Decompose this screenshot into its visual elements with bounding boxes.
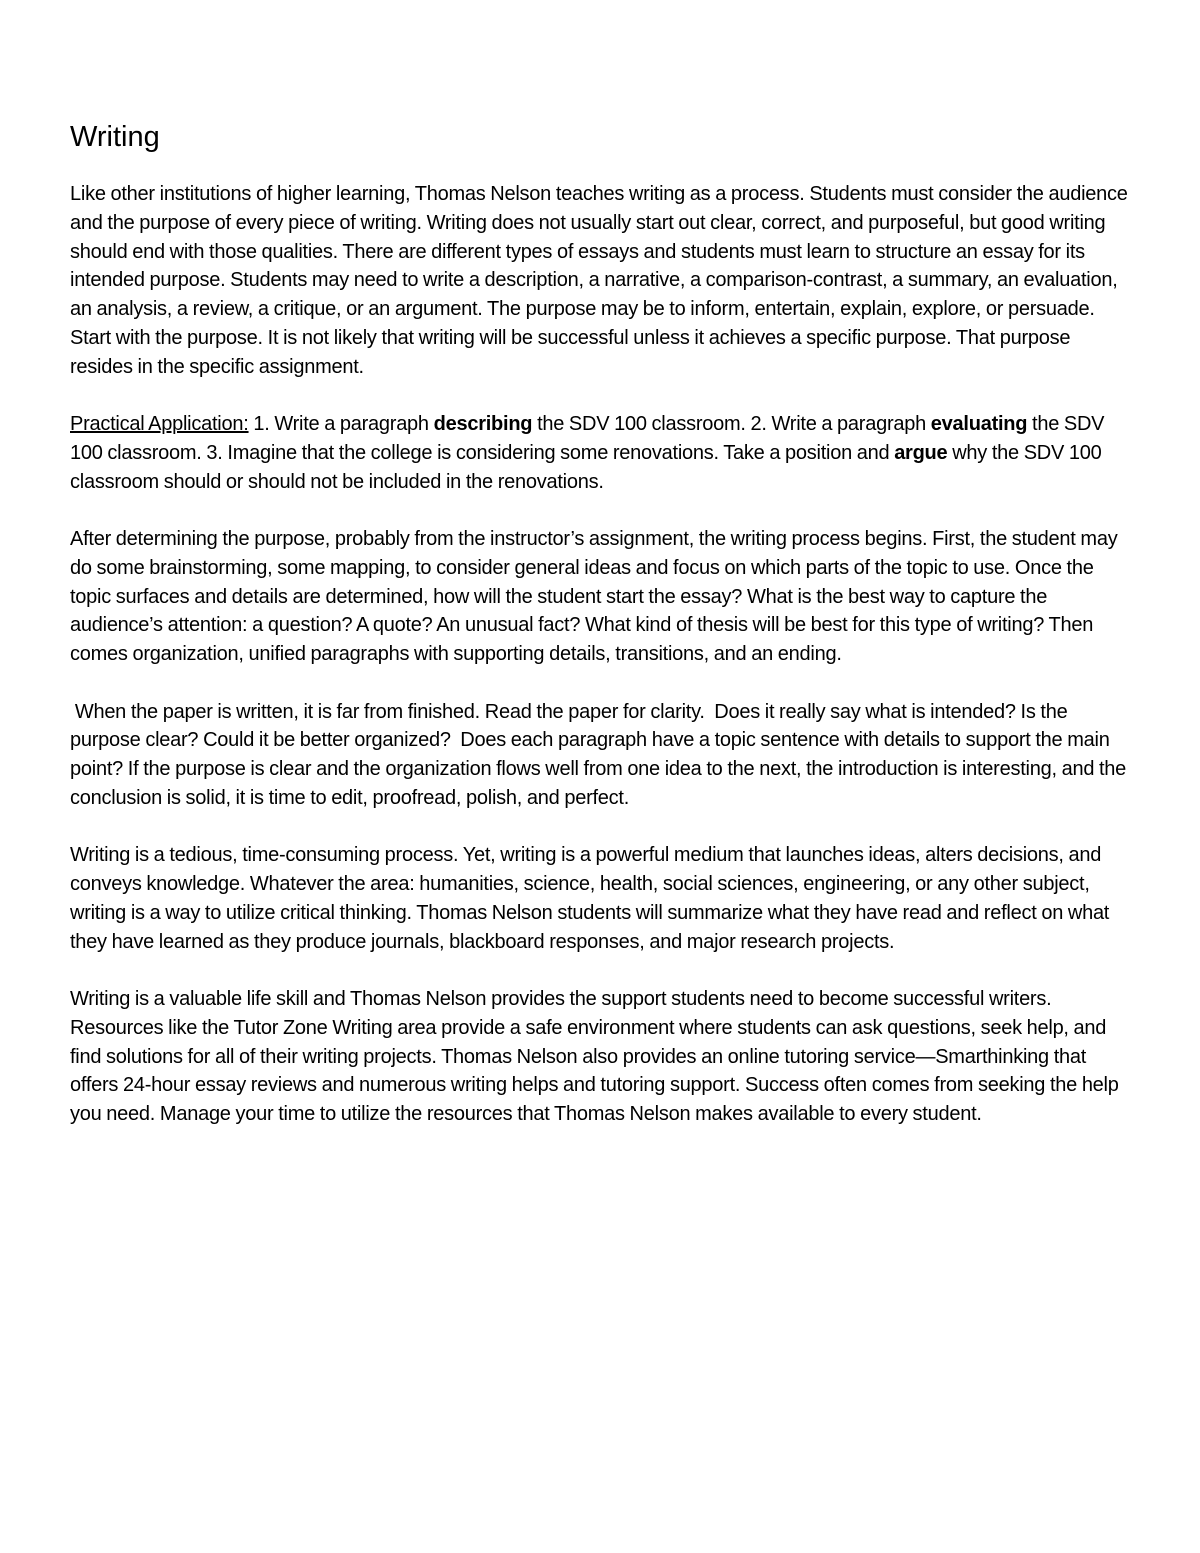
practical-text-4: why the SDV 100 classroom should or should not be included in the renovations.: [70, 441, 1102, 493]
paragraph-tedious-process: Writing is a tedious, time-consuming process. Yet, writing is a powerful medium that launches ideas, alters decisions, and conveys knowledge. Whatever the area: humanities, science, health, social sciences, engineering, or any other subject, writing is a way to utilize critical thinking. Thomas Nelson students will summarize what they have read and reflect on what they have learned as they produce journals, blackboard responses, and major research projects.: [70, 844, 1110, 953]
paragraph-intro: Like other institutions of higher learning, Thomas Nelson teaches writing as a process. Students must consider the audience and the purpose of every piece of writing. Writing does not usually start out clear, correct, and purposeful, but good writing should end with those qualities. There are different types of essays and students must learn to structure an essay for its intended purpose. Students may need to write a description, a narrative, a comparison-contrast, a summary, an evaluation, an analysis, a review, a critique, or an argument. The purpose may be to inform, entertain, explain, explore, or persuade. Start with the purpose. It is not likely that writing will be successful unless it achieves a specific purpose. That purpose resides in the specific assignment.: [70, 183, 1128, 378]
practical-bold-evaluating: evaluating: [930, 413, 1028, 435]
paragraph-writing-process: After determining the purpose, probably from the instructor’s assignment, the writing process begins. First, the student may do some brainstorming, some mapping, to consider general ideas and focus on which parts of the topic to use. Once the topic surfaces and details are determined, how will the student start the essay? What is the best way to capture the audience’s attention: a question? A quote? An unusual fact? What kind of thesis will be best for this type of writing? Then comes organization, unified paragraphs with supporting details, transitions, and an ending.: [70, 528, 1118, 665]
practical-application-label: Practical Application:: [70, 413, 249, 435]
practical-bold-describing: describing: [433, 413, 533, 435]
document-page: [70, 118, 1136, 1158]
paragraph-practical-application: [70, 410, 1136, 496]
practical-text-2: the SDV 100 classroom. 2. Write a paragraph: [532, 413, 931, 435]
paragraph-revision: When the paper is written, it is far from finished. Read the paper for clarity. Does it really say what is intended? Is the purpose clear? Could it be better organized? Does each paragraph have a topic sentence with details to support the main point? If the purpose is clear and the organization flows well from one idea to the next, the introduction is interesting, and the conclusion is solid, it is time to edit, proofread, polish, and perfect.: [70, 700, 1131, 809]
document-title: Writing: [70, 121, 160, 153]
practical-text-3: the SDV 100 classroom. 3. Imagine that the college is considering some renovations. Take a position and: [70, 413, 1105, 464]
practical-text-1: 1. Write a paragraph: [248, 413, 434, 435]
practical-bold-argue: argue: [894, 441, 948, 464]
paragraph-support-resources: Writing is a valuable life skill and Thomas Nelson provides the support students need to become successful writers. Resources like the Tutor Zone Writing area provide a safe environment where students can ask questions, seek help, and find solutions for all of their writing projects. Thomas Nelson also provides an online tutoring service—Smarthinking that offers 24-hour essay reviews and numerous writing helps and tutoring support. Success often comes from seeking the help you need. Manage your time to utilize the resources that Thomas Nelson makes available to every student.: [70, 988, 1119, 1125]
